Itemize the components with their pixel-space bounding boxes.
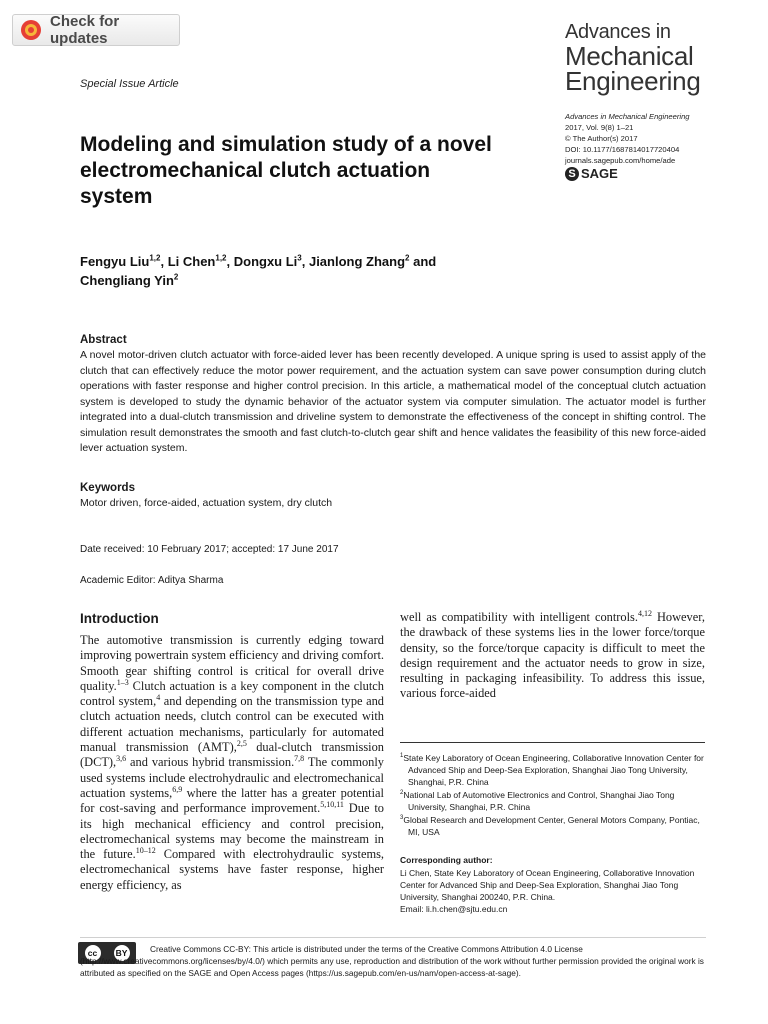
article-type: Special Issue Article [80,78,179,90]
affiliation-number: 2 [400,790,404,797]
introduction-column-1: The automotive transmission is currently edging toward improving powertrain system efficiency and driving comfort. Smooth gear shifting control is critical for overall drive quality.$^{1-3}$ Clutch actuation is a key component in the clutch control system,$^4$ and depending on the transmission type and clutch actuation needs, clutch control can be executed with different actuation mechanisms, particularly for automated manual transmission (AMT),$^{2,5}$ dual-clutch transmission (DCT),$^{3,6}$ and various hybrid transmission.$^{7,8}$ The commonly used systems include electrohydraulic and electromechanical actuation systems,$^{6,9}$ where the latter has a greater potential for cost-saving and performance improvement.$^{5,10,11}$ Due to its high mechanical efficiency and control precision, electromechanical systems may become the mainstream in the future.$^{10-12}$ Compared with electrohydraulic systems, electromechanical systems have faster response, higher energy efficiency, as [80,633,384,892]
keywords-text: Motor driven, force-aided, actuation system, dry clutch [80,497,333,509]
meta-volume: 2017, Vol. 9(8) 1–21 [565,123,634,132]
affiliations [400,752,705,839]
check-for-updates-button[interactable] [12,14,180,46]
citation-ref[interactable]: 7,8 [294,754,305,764]
author-name: Fengyu Liu [80,254,150,269]
affiliation-item: $^1$State Key Laboratory of Ocean Engineering, Collaborative Innovation Center for Advanced Ship and Deep-Sea Exploration, Shanghai Jiao Tong University, Shanghai, P.R. China [400,753,704,787]
by-person-icon: BY [114,945,130,961]
affiliation-item: $^2$National Lab of Automotive Electronics and Control, Shanghai Jiao Tong University, Shanghai, P.R. China [400,790,675,812]
affiliation-number: 1 [400,753,404,760]
journal-logo [565,20,765,94]
sage-s-icon: S [565,167,579,181]
author-list: Fengyu Liu$^{1,2}$, Li Chen$^{1,2}$, Dongxu Li$^3$, Jianlong Zhang$^2$ and Chengliang Yin$^2$ [80,253,437,288]
journal-logo-line2: Mechanical [565,41,694,71]
sage-logo [565,166,618,181]
author-affiliation-ref: 2 [173,272,179,282]
citation-ref[interactable]: 10–12 [135,846,156,856]
affiliation-number: 3 [400,815,404,822]
keywords-heading: Keywords [80,482,135,494]
sage-logo-text: SAGE [581,166,618,181]
affiliation-item: $^3$Global Research and Development Center, General Motors Company, Pontiac, MI, USA [400,815,700,837]
journal-logo-line3: Engineering [565,66,701,96]
citation-ref[interactable]: 3,6 [116,754,127,764]
citation-ref[interactable]: 4,12 [637,608,652,618]
author-affiliation-ref: 1,2 [215,253,227,263]
introduction-heading: Introduction [80,611,159,626]
introduction-column-2: well as compatibility with intelligent controls.$^{4,12}$ However, the drawback of these systems lies in the lower force/torque density, so the force/torque capacity is difficult to meet the design requirement and the actuator needs to grow in size, resulting in packaging infeasibility. To address this issue, various force-aided [400,608,705,701]
journal-logo-line1: Advances in [565,21,671,43]
article-title: Modeling and simulation study of a novel electromechanical clutch actuation system [80,133,492,208]
citation-ref[interactable]: 1–3 [116,677,129,687]
author-name: Jianlong Zhang [308,254,406,269]
citation-ref[interactable]: 5,10,11 [320,800,344,810]
meta-url[interactable]: journals.sagepub.com/home/ade [565,156,676,165]
citation-ref[interactable]: 2,5 [236,738,247,748]
abstract-text: A novel motor-driven clutch actuator with force-aided lever has been recently developed. A unique spring is used to assist apply of the clutch that can effectively reduce the motor power requirement, and the actuation system can save power consumption during clutch operations with faster response and higher control precision. In this article, a mathematical model of the conceptual clutch actuation system is developed to study the dynamic behavior of the actuator system via computer simulation. The actuator model is further integrated into a dual-clutch transmission and driveline system to demonstrate the effectiveness of the concept in shifting control. The simulation result demonstrates the smooth and fast clutch-to-clutch gear shift and hence validates the feasibility of this new force-aided lever actuation system. [80,349,706,454]
academic-editor: Academic Editor: Aditya Sharma [80,575,224,586]
check-for-updates-label: Check for updates [50,13,120,47]
license-statement: Creative Commons CC-BY: This article is distributed under the terms of the Creative Commons Attribution 4.0 License (http://www.creativecommons.org/licenses/by/4.0/) which permits any use, reproduction and distribution of the work without further permission provided the original work is attributed as specified on the SAGE and Open Access pages (https://us.sagepub.com/en-us/nam/open-access-at-sage). [80,944,704,979]
meta-doi[interactable]: DOI: 10.1177/1687814017720404 [565,145,680,154]
author-name: Li Chen [167,254,216,269]
corresponding-heading: Corresponding author: [400,855,493,865]
footnote-divider [400,742,705,743]
corresponding-address: Li Chen, State Key Laboratory of Ocean Engineering, Collaborative Innovation Center for Advanced Ship and Deep-Sea Exploration, Shanghai Jiao Tong University, Shanghai 200240, P.R. China. [400,868,695,902]
corresponding-email[interactable]: Email: li.h.chen@sjtu.edu.cn [400,904,508,914]
crossmark-icon [21,20,41,40]
cc-icon: cc [85,945,101,961]
dates-line: Date received: 10 February 2017; accepted: 17 June 2017 [80,544,339,555]
citation-ref[interactable]: 4 [156,693,161,703]
article-metadata [565,111,690,166]
meta-journal-name: Advances in Mechanical Engineering [565,112,690,121]
corresponding-details [400,867,705,915]
author-affiliation-ref: 2 [405,253,410,263]
license-text [80,943,706,980]
author-affiliation-ref: 3 [297,253,302,263]
author-name: Dongxu Li [233,254,298,269]
abstract-heading: Abstract [80,334,127,346]
citation-ref[interactable]: 6,9 [172,784,183,794]
meta-copyright: © The Author(s) 2017 [565,134,638,143]
license-divider [80,937,706,938]
author-name: Chengliang Yin [80,273,174,288]
author-affiliation-ref: 1,2 [149,253,161,263]
